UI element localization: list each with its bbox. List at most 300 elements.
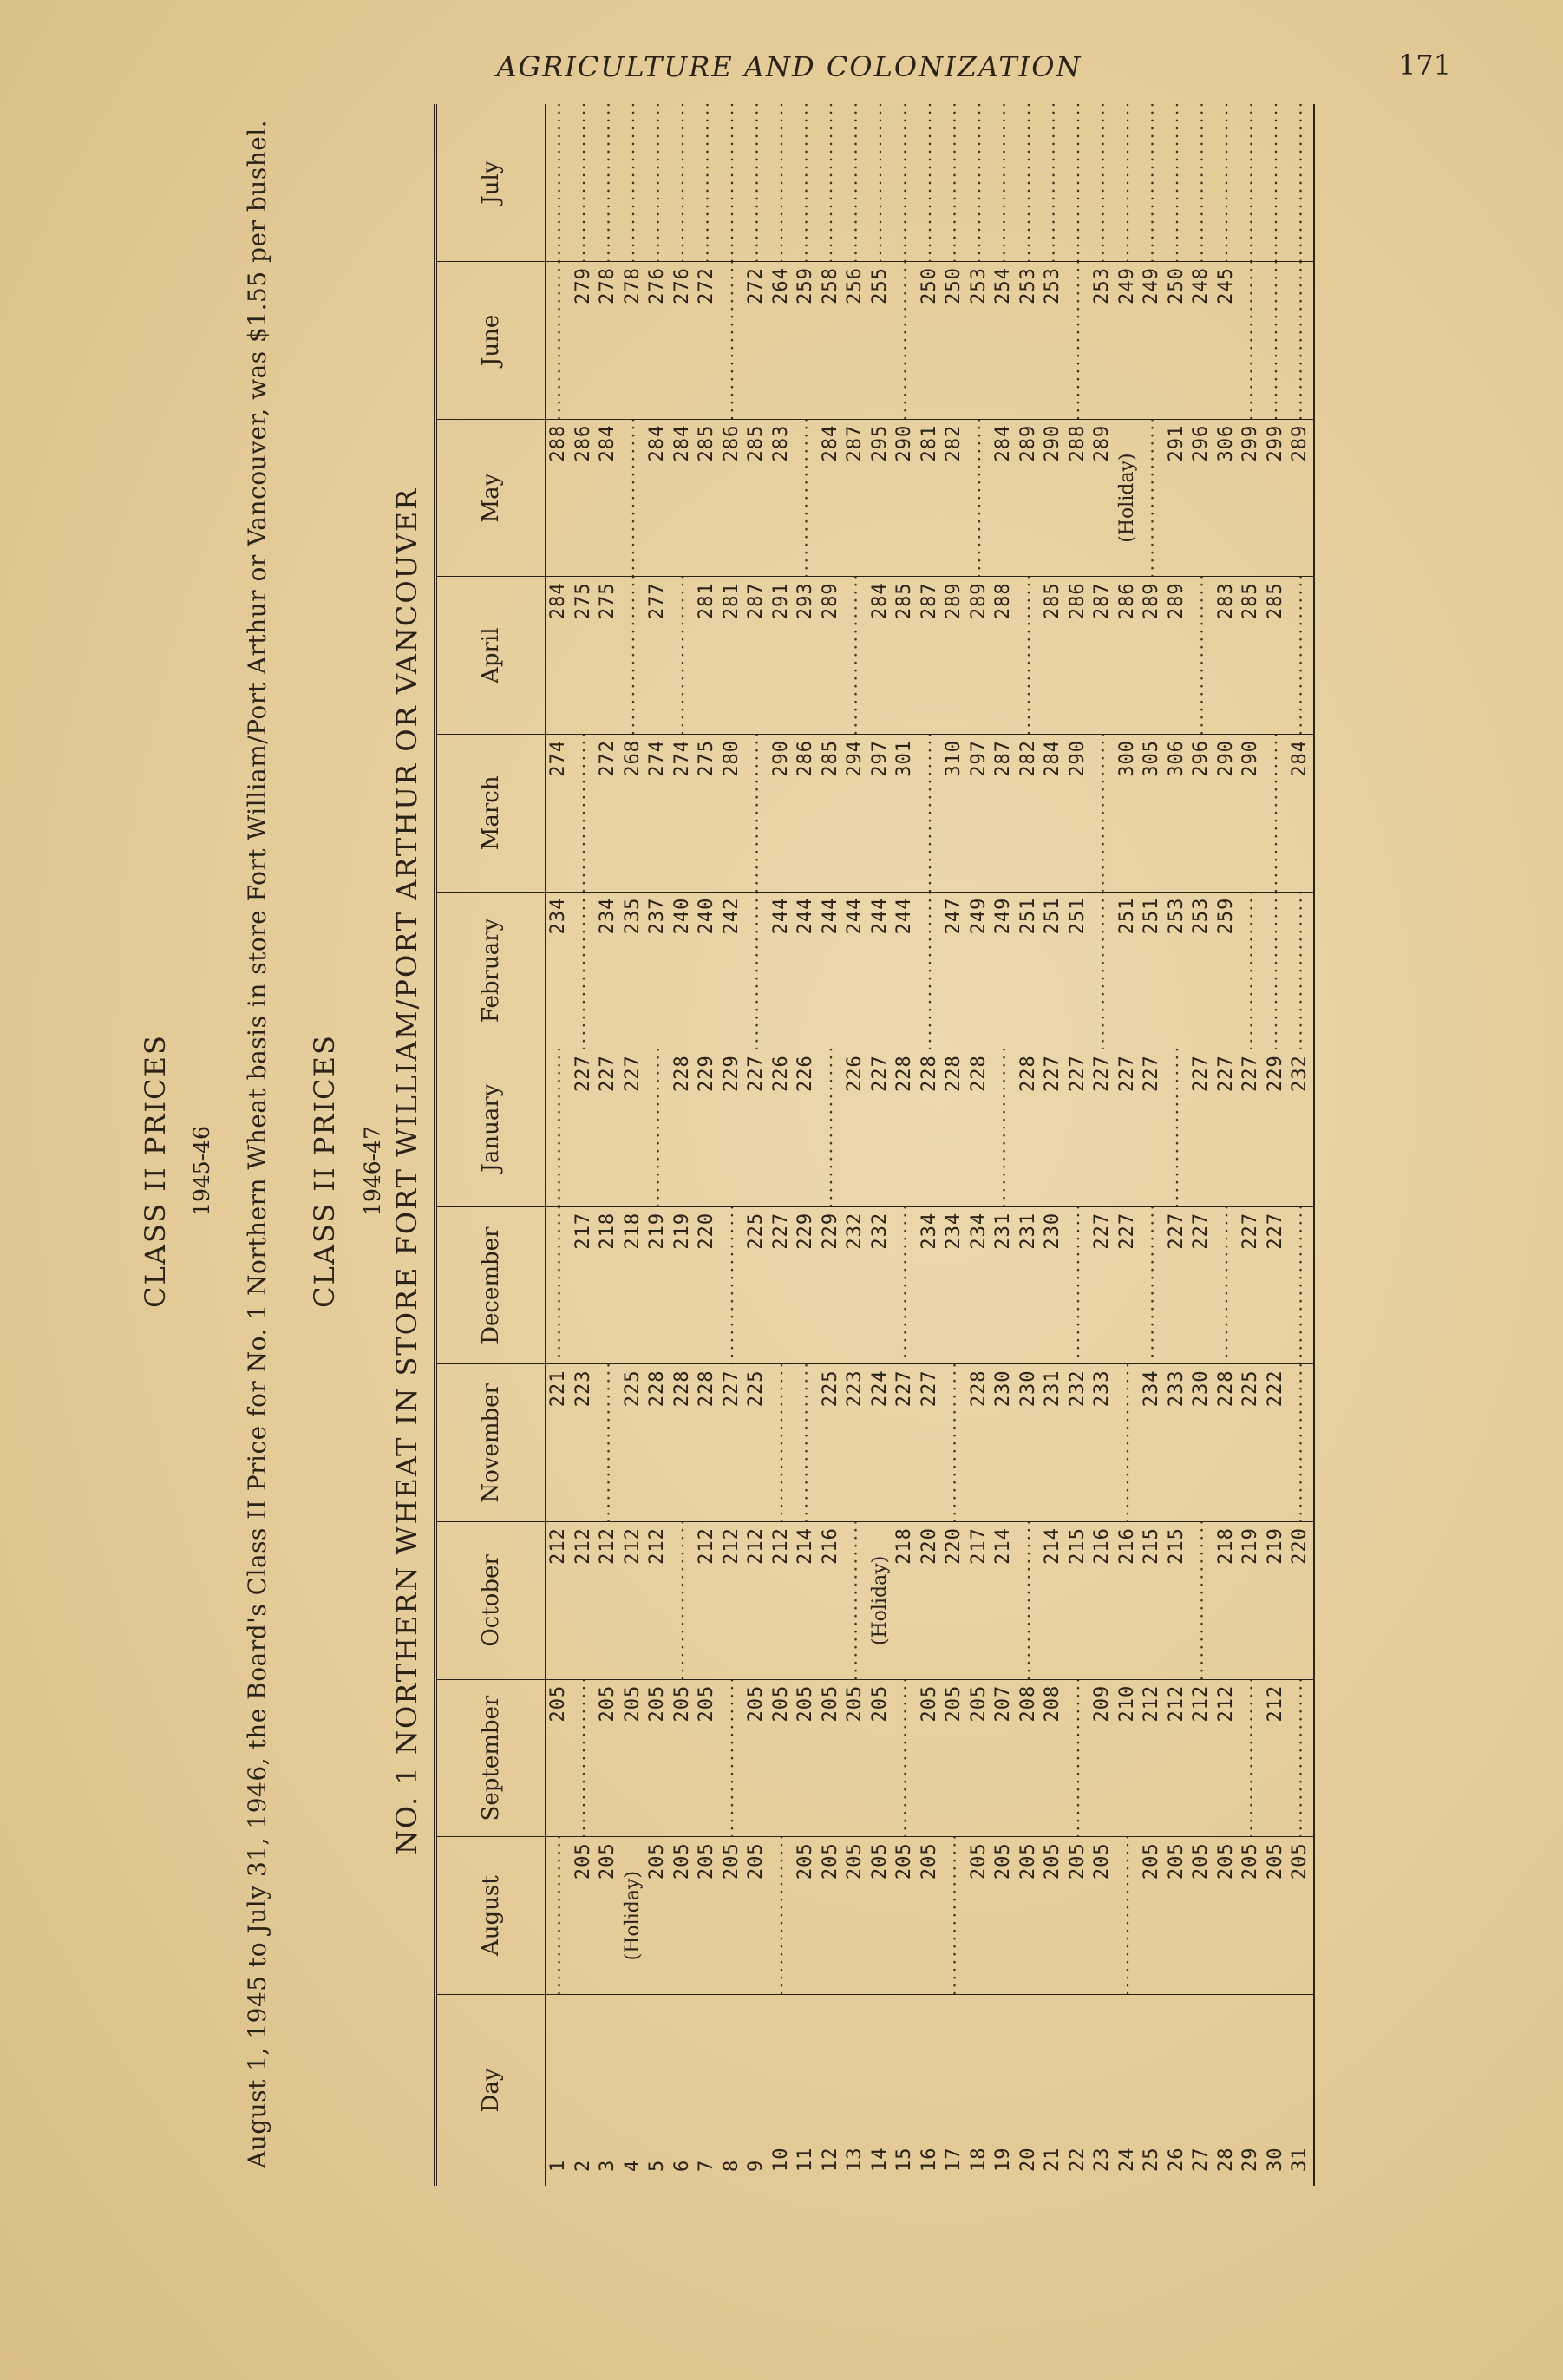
price-cell: 231 (991, 1206, 1017, 1364)
empty-cell (572, 892, 597, 1049)
price-cell: 212 (1140, 1679, 1165, 1837)
price-cell: 310 (942, 735, 967, 892)
price-cell: 288 (1066, 419, 1091, 577)
empty-cell (546, 1837, 572, 1995)
price-cell: 227 (1214, 1049, 1239, 1207)
table-row (546, 104, 572, 2186)
price-cell: 205 (670, 1837, 696, 1995)
price-cell: 205 (1165, 1837, 1190, 1995)
price-cell: 229 (1264, 1049, 1289, 1207)
price-cell: 306 (1165, 735, 1190, 892)
empty-cell (843, 1522, 868, 1680)
price-cell: 290 (1041, 419, 1066, 577)
price-cell: 290 (1066, 735, 1091, 892)
price-cell: 216 (819, 1522, 844, 1680)
price-cell: 205 (893, 1837, 918, 1995)
table-row (1264, 104, 1289, 2186)
price-cell: 235 (621, 892, 646, 1049)
table-row (1066, 104, 1091, 2186)
price-cell: 287 (843, 419, 868, 577)
price-cell: 291 (769, 577, 795, 735)
empty-cell (1264, 104, 1289, 262)
column-header-august: August (437, 1837, 546, 1995)
price-cell: 228 (670, 1364, 696, 1522)
table-row (1288, 104, 1313, 2186)
table-row (572, 104, 597, 2186)
price-cell: 227 (572, 1049, 597, 1207)
day-cell: 15 (893, 2147, 915, 2172)
empty-cell (819, 104, 844, 262)
price-cell: 227 (621, 1049, 646, 1207)
price-cell: 244 (893, 892, 918, 1049)
price-cell: 284 (1041, 735, 1066, 892)
price-cell: 299 (1264, 419, 1289, 577)
price-cell: 223 (843, 1364, 868, 1522)
day-cell: 8 (720, 2159, 742, 2172)
day-cell: 29 (1239, 2147, 1261, 2172)
price-cell: 277 (645, 577, 670, 735)
price-cell: 278 (621, 262, 646, 420)
column-header-february: February (437, 892, 546, 1049)
price-cell: 259 (794, 262, 819, 420)
price-cell: 214 (794, 1522, 819, 1680)
price-cell: 208 (1041, 1679, 1066, 1837)
price-cell: 225 (819, 1364, 844, 1522)
price-cell: 289 (1140, 577, 1165, 735)
price-cell: 205 (1041, 1837, 1066, 1995)
price-cell: 306 (1214, 419, 1239, 577)
day-cell: 20 (1017, 2147, 1039, 2172)
column-header-january: January (437, 1049, 546, 1207)
price-cell: 234 (967, 1206, 992, 1364)
price-cell: 234 (596, 892, 621, 1049)
price-cell: 276 (670, 262, 696, 420)
empty-cell (720, 262, 745, 420)
price-cell: 291 (1165, 419, 1190, 577)
table-row (1239, 104, 1264, 2186)
price-cell: 205 (744, 1837, 769, 1995)
empty-cell (744, 892, 769, 1049)
price-cell: 300 (1115, 735, 1141, 892)
empty-cell (942, 1837, 967, 1995)
price-cell: 285 (893, 577, 918, 735)
price-cell: 205 (967, 1837, 992, 1995)
price-cell: 227 (918, 1364, 943, 1522)
table-row (893, 104, 918, 2186)
price-cell: 227 (1090, 1049, 1115, 1207)
price-cell: 205 (645, 1837, 670, 1995)
table-row (744, 104, 769, 2186)
empty-cell (1189, 1522, 1214, 1680)
empty-cell (572, 735, 597, 892)
table-row (1140, 104, 1165, 2186)
price-cell: 285 (744, 419, 769, 577)
empty-cell (794, 419, 819, 577)
empty-cell (769, 104, 795, 262)
empty-cell (1140, 419, 1165, 577)
price-cell: 217 (967, 1522, 992, 1680)
price-cell: 275 (572, 577, 597, 735)
price-cell: 290 (769, 735, 795, 892)
price-cell: 222 (1264, 1364, 1289, 1522)
empty-cell (1165, 1049, 1190, 1207)
price-cell: 251 (1017, 892, 1042, 1049)
price-cell: 228 (1214, 1364, 1239, 1522)
price-cell: 228 (645, 1364, 670, 1522)
empty-cell (1264, 262, 1289, 420)
table-row (794, 104, 819, 2186)
price-cell: 205 (868, 1837, 893, 1995)
price-cell: 285 (1264, 577, 1289, 735)
empty-cell (1017, 577, 1042, 735)
empty-cell (942, 104, 967, 262)
empty-cell (621, 419, 646, 577)
empty-cell (1239, 262, 1264, 420)
price-cell: 212 (744, 1522, 769, 1680)
day-cell: 24 (1115, 2147, 1138, 2172)
empty-cell (695, 104, 720, 262)
empty-cell (1288, 1206, 1313, 1364)
price-cell: 227 (1264, 1206, 1289, 1364)
price-cell: 228 (967, 1049, 992, 1207)
price-cell: 212 (1264, 1679, 1289, 1837)
empty-cell (942, 1364, 967, 1522)
table-row (1189, 104, 1214, 2186)
empty-cell (546, 1206, 572, 1364)
running-head: AGRICULTURE AND COLONIZATION (496, 50, 1082, 83)
day-cell: 22 (1066, 2147, 1089, 2172)
price-cell: 227 (1090, 1206, 1115, 1364)
price-cell: 251 (1066, 892, 1091, 1049)
price-cell: 227 (1140, 1049, 1165, 1207)
day-cell: 25 (1141, 2147, 1162, 2172)
price-cell: 253 (967, 262, 992, 420)
price-cell: 216 (1115, 1522, 1141, 1680)
empty-cell (1066, 1206, 1091, 1364)
empty-cell (967, 419, 992, 577)
empty-cell (1288, 892, 1313, 1049)
price-cell: 253 (1017, 262, 1042, 420)
table-row (1214, 104, 1239, 2186)
empty-cell (1214, 104, 1239, 262)
price-cell: 276 (645, 262, 670, 420)
column-header-day: Day (437, 1995, 546, 2187)
price-cell: 219 (1264, 1522, 1289, 1680)
empty-cell (893, 1679, 918, 1837)
price-cell: 290 (1239, 735, 1264, 892)
price-cell: 215 (1140, 1522, 1165, 1680)
empty-cell (720, 1206, 745, 1364)
day-cell: 6 (670, 2159, 693, 2172)
price-cell: 279 (572, 262, 597, 420)
price-cell: 272 (744, 262, 769, 420)
empty-cell (744, 104, 769, 262)
table-body (546, 104, 1313, 2186)
empty-cell (1090, 892, 1115, 1049)
price-cell: 228 (695, 1364, 720, 1522)
price-cell: 301 (893, 735, 918, 892)
empty-cell (1288, 262, 1313, 420)
price-cell: 212 (546, 1522, 572, 1680)
price-cell: 249 (991, 892, 1017, 1049)
price-cell: 268 (621, 735, 646, 892)
price-cell: 237 (645, 892, 670, 1049)
price-cell: 230 (991, 1364, 1017, 1522)
column-header-december: December (437, 1206, 546, 1364)
table-row (1090, 104, 1115, 2186)
price-cell: 220 (942, 1522, 967, 1680)
price-cell: 227 (1041, 1049, 1066, 1207)
table-row (645, 104, 670, 2186)
price-cell: 227 (1115, 1206, 1141, 1364)
price-cell: 289 (1288, 419, 1313, 577)
table-row (621, 104, 646, 2186)
table-row (967, 104, 992, 2186)
year-1946-47: 1946-47 (360, 1126, 385, 1216)
table-row (695, 104, 720, 2186)
price-cell: 232 (1066, 1364, 1091, 1522)
price-cell: 224 (868, 1364, 893, 1522)
price-cell: 282 (1017, 735, 1042, 892)
price-cell: 244 (843, 892, 868, 1049)
price-cell: 294 (843, 735, 868, 892)
price-cell: 205 (546, 1679, 572, 1837)
price-cell: 219 (670, 1206, 696, 1364)
table-row (1017, 104, 1042, 2186)
price-cell: 205 (1066, 1837, 1091, 1995)
price-cell: 253 (1189, 892, 1214, 1049)
holiday-cell: (Holiday) (868, 1522, 893, 1680)
price-cell: 205 (942, 1679, 967, 1837)
empty-cell (1140, 104, 1165, 262)
day-cell: 30 (1264, 2147, 1286, 2172)
price-cell: 296 (1189, 419, 1214, 577)
day-cell: 4 (621, 2159, 644, 2172)
price-cell: 234 (942, 1206, 967, 1364)
price-cell: 297 (967, 735, 992, 892)
price-cell: 231 (1041, 1364, 1066, 1522)
price-cell: 205 (1140, 1837, 1165, 1995)
price-cell: 212 (695, 1522, 720, 1680)
price-cell: 227 (1115, 1049, 1141, 1207)
price-cell: 214 (1041, 1522, 1066, 1680)
price-cell: 251 (1140, 892, 1165, 1049)
price-cell: 278 (596, 262, 621, 420)
price-cell: 227 (1189, 1049, 1214, 1207)
price-cell: 218 (621, 1206, 646, 1364)
price-cell: 288 (991, 577, 1017, 735)
price-cell: 232 (843, 1206, 868, 1364)
price-cell: 217 (572, 1206, 597, 1364)
empty-cell (621, 104, 646, 262)
table-heading: NO. 1 NORTHERN WHEAT IN STORE FORT WILLIAM/PORT ARTHUR OR VANCOUVER (390, 487, 423, 1855)
empty-cell (1264, 735, 1289, 892)
price-cell: 225 (744, 1206, 769, 1364)
price-cell: 205 (670, 1679, 696, 1837)
column-header-may: May (437, 419, 546, 577)
price-cell: 220 (1288, 1522, 1313, 1680)
price-cell: 227 (1165, 1206, 1190, 1364)
price-cell: 283 (1214, 577, 1239, 735)
price-cell: 275 (695, 735, 720, 892)
empty-cell (1239, 1679, 1264, 1837)
price-cell: 285 (1041, 577, 1066, 735)
price-cell: 284 (991, 419, 1017, 577)
empty-cell (843, 104, 868, 262)
day-cell: 10 (769, 2147, 792, 2172)
price-cell: 258 (819, 262, 844, 420)
empty-cell (670, 104, 696, 262)
price-cell: 281 (918, 419, 943, 577)
empty-cell (572, 1679, 597, 1837)
empty-cell (967, 104, 992, 262)
price-cell: 215 (1066, 1522, 1091, 1680)
price-cell: 234 (918, 1206, 943, 1364)
day-cell: 5 (646, 2159, 668, 2172)
price-cell: 205 (843, 1679, 868, 1837)
price-cell: 286 (720, 419, 745, 577)
empty-cell (1066, 1679, 1091, 1837)
empty-cell (670, 1522, 696, 1680)
price-cell: 253 (1090, 262, 1115, 420)
empty-cell (546, 104, 572, 262)
price-cell: 305 (1140, 735, 1165, 892)
price-cell: 212 (1214, 1679, 1239, 1837)
price-cell: 256 (843, 262, 868, 420)
table-row (769, 104, 795, 2186)
price-cell: 284 (645, 419, 670, 577)
page-number: 171 (1398, 49, 1452, 82)
price-cell: 227 (1239, 1206, 1264, 1364)
empty-cell (1288, 577, 1313, 735)
price-cell: 228 (670, 1049, 696, 1207)
day-cell: 16 (918, 2147, 940, 2172)
price-cell: 287 (744, 577, 769, 735)
empty-cell (720, 104, 745, 262)
price-cell: 221 (546, 1364, 572, 1522)
table-row (843, 104, 868, 2186)
empty-cell (1090, 735, 1115, 892)
price-cell: 205 (794, 1679, 819, 1837)
price-cell: 219 (1239, 1522, 1264, 1680)
price-cell: 286 (1115, 577, 1141, 735)
price-cell: 205 (794, 1837, 819, 1995)
table-row (991, 104, 1017, 2186)
price-cell: 232 (868, 1206, 893, 1364)
price-cell: 219 (645, 1206, 670, 1364)
price-cell: 234 (1140, 1364, 1165, 1522)
day-cell: 12 (819, 2147, 841, 2172)
day-cell: 11 (795, 2147, 816, 2172)
price-cell: 289 (1165, 577, 1190, 735)
empty-cell (1214, 1206, 1239, 1364)
price-cell: 212 (1165, 1679, 1190, 1837)
column-header-july: July (437, 104, 546, 262)
day-cell: 31 (1289, 2147, 1311, 2172)
price-cell: 205 (918, 1837, 943, 1995)
empty-cell (645, 1049, 670, 1207)
price-cell: 288 (546, 419, 572, 577)
price-cell: 233 (1090, 1364, 1115, 1522)
empty-cell (1264, 892, 1289, 1049)
price-cell: 253 (1041, 262, 1066, 420)
column-header-march: March (437, 735, 546, 892)
table-title-1945: CLASS II PRICES (139, 1034, 172, 1308)
price-cell: 253 (1165, 892, 1190, 1049)
price-cell: 251 (1041, 892, 1066, 1049)
price-cell: 297 (868, 735, 893, 892)
price-cell: 205 (621, 1679, 646, 1837)
price-cell: 231 (1017, 1206, 1042, 1364)
empty-cell (1165, 104, 1190, 262)
price-cell: 244 (769, 892, 795, 1049)
column-header-october: October (437, 1522, 546, 1680)
price-cell: 230 (1041, 1206, 1066, 1364)
price-cell: 228 (1017, 1049, 1042, 1207)
empty-cell (794, 104, 819, 262)
table-row (868, 104, 893, 2186)
price-cell: 287 (1090, 577, 1115, 735)
price-cell: 249 (1140, 262, 1165, 420)
day-cell: 23 (1091, 2147, 1113, 2172)
price-cell: 289 (1017, 419, 1042, 577)
price-cell: 284 (1288, 735, 1313, 892)
price-cell: 218 (893, 1522, 918, 1680)
empty-cell (572, 104, 597, 262)
price-cell: 205 (695, 1837, 720, 1995)
price-cell: 240 (695, 892, 720, 1049)
price-cell: 205 (1239, 1837, 1264, 1995)
table-row (1041, 104, 1066, 2186)
price-cell: 274 (670, 735, 696, 892)
table-row (596, 104, 621, 2186)
price-cell: 205 (645, 1679, 670, 1837)
price-cell: 205 (1288, 1837, 1313, 1995)
holiday-cell: (Holiday) (1115, 419, 1141, 577)
empty-cell (1090, 104, 1115, 262)
price-cell: 275 (596, 577, 621, 735)
day-cell: 14 (868, 2147, 891, 2172)
empty-cell (1066, 104, 1091, 262)
price-cell: 249 (1115, 262, 1141, 420)
price-cell: 255 (868, 262, 893, 420)
price-cell: 280 (720, 735, 745, 892)
price-cell: 205 (596, 1837, 621, 1995)
empty-cell (1115, 1837, 1141, 1995)
price-cell: 205 (572, 1837, 597, 1995)
price-cell: 285 (819, 735, 844, 892)
price-cell: 251 (1115, 892, 1141, 1049)
price-cell: 228 (942, 1049, 967, 1207)
price-cell: 250 (1165, 262, 1190, 420)
price-cell: 210 (1115, 1679, 1141, 1837)
price-cell: 205 (1264, 1837, 1289, 1995)
price-cell: 227 (868, 1049, 893, 1207)
price-cell: 220 (918, 1522, 943, 1680)
price-cell: 218 (1214, 1522, 1239, 1680)
price-cell: 226 (769, 1049, 795, 1207)
table-row (819, 104, 844, 2186)
price-cell: 282 (942, 419, 967, 577)
empty-cell (1115, 104, 1141, 262)
price-cell: 228 (967, 1364, 992, 1522)
price-cell: 226 (794, 1049, 819, 1207)
empty-cell (918, 735, 943, 892)
price-cell: 284 (819, 419, 844, 577)
price-cell: 227 (596, 1049, 621, 1207)
empty-cell (843, 577, 868, 735)
header-row (437, 104, 546, 2186)
